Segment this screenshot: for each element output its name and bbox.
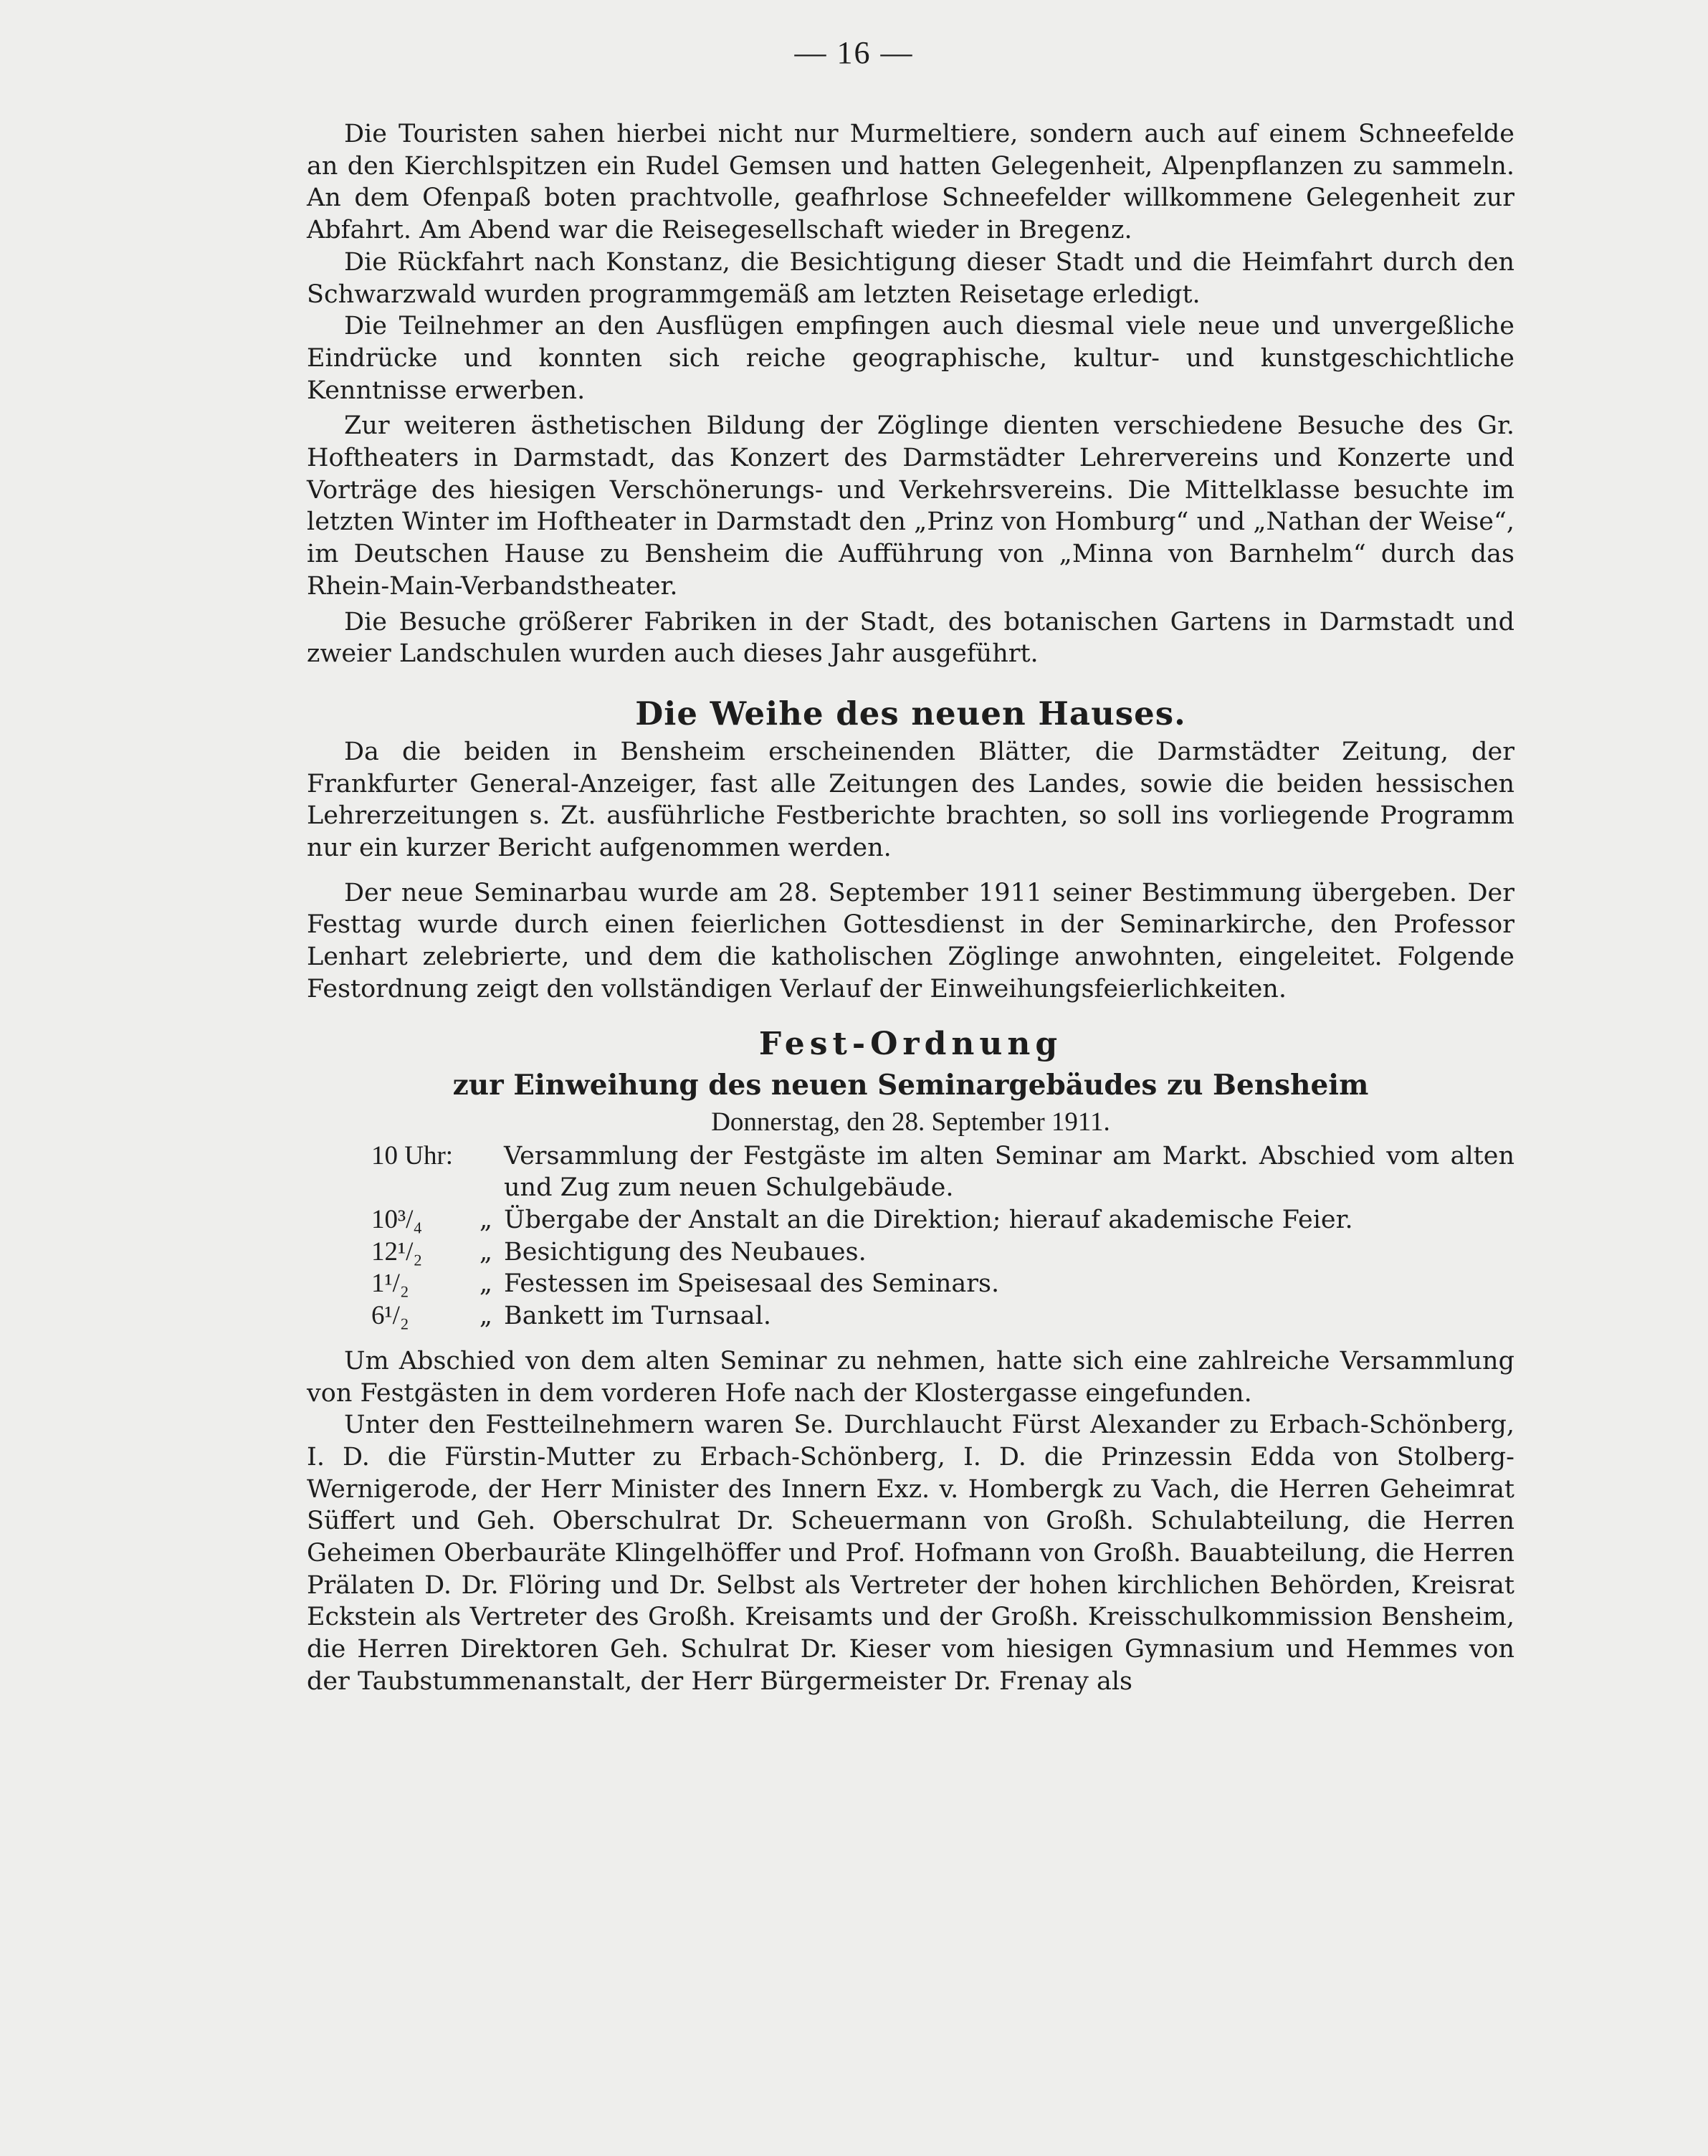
schedule-row [371, 1140, 1514, 1204]
paragraph-farewell: Um Abschied von dem alten Seminar zu nehmen, hatte sich eine zahlreiche Versammlung von Festgästen in dem vorderen Hofe nach der Klostergasse eingefunden. [307, 1346, 1514, 1408]
paragraph-return-trip: Die Rückfahrt nach Konstanz, die Besichtigung dieser Stadt und die Heimfahrt durch den Schwarzwald wurden programmgemäß am letzten Reisetage erledigt. [307, 247, 1514, 309]
ditto-mark [468, 1140, 504, 1204]
page-number: — 16 — [794, 35, 914, 70]
schedule-desc: Versammlung der Festgäste im alten Seminar am Markt. Abschied vom alten und Zug zum neuen Schulgebäude. [504, 1141, 1514, 1203]
section-heading: Die Weihe des neuen Hauses. [635, 694, 1186, 733]
paragraph-inauguration: Der neue Seminarbau wurde am 28. September 1911 seiner Bestimmung übergeben. Der Festtag wurde durch einen feierlichen Gottesdienst in der Seminarkirche, den Professor Lenhart zelebrierte, und dem die katholischen Zöglinge anwohnten, eingeleitet. Folgende Festordnung zeigt den vollständigen Verlauf der Einweihungsfeierlichkeiten. [307, 878, 1514, 1003]
schedule-time: 10 Uhr: [371, 1140, 454, 1170]
schedule-desc: Besichtigung des Neubaues. [504, 1237, 867, 1267]
paragraph-aesthetic-education: Zur weiteren ästhetischen Bildung der Zöglinge dienten verschiedene Besuche des Gr. Hoftheaters in Darmstadt, das Konzert des Darmstädter Lehrervereins und Konzerte und Vorträge des hiesigen Verschönerungs- und Verkehrsvereins. Die Mittelklasse besuchte im letzten Winter im Hoftheater in Darmstadt den „Prinz von Homburg“ und „Nathan der Weise“, im Deutschen Hause zu Bensheim die Aufführung von „Minna von Barnhelm“ durch das Rhein-Main-Verbandstheater. [307, 411, 1514, 601]
festival-date: Donnerstag, den 28. September 1911. [711, 1107, 1110, 1137]
ditto-mark: „ [479, 1237, 493, 1267]
paragraph-tourists: Die Touristen sahen hierbei nicht nur Murmeltiere, sondern auch auf einem Schneefelde an den Kierchlspitzen ein Rudel Gemsen und hatten Gelegenheit, Alpenpflanzen zu sammeln. An dem Ofenpaß boten prachtvolle, geafhrlose Schneefelder willkommene Gelegenheit zur Abfahrt. Am Abend war die Reisegesellschaft wieder in Bregenz. [307, 120, 1514, 245]
paragraph-impressions: Die Teilnehmer an den Ausflügen empfingen auch diesmal viele neue und unvergeßliche Eindrücke und konnten sich reiche geographische, kultur- und kunstgeschichtliche Kenntnisse erwerben. [307, 312, 1514, 405]
paragraph-factory-visits: Die Besuche größerer Fabriken in der Stadt, des botanischen Gartens in Darmstadt und zweier Landschulen wurden auch dieses Jahr ausgeführt. [307, 607, 1514, 669]
schedule-row [371, 1204, 1514, 1236]
ditto-mark: „ [479, 1269, 493, 1299]
paragraph-guests: Unter den Festteilnehmern waren Se. Durchlaucht Fürst Alexander zu Erbach-Schönberg, I. D. die Fürstin-Mutter zu Erbach-Schönberg, I. D. die Prinzessin Edda von Stolberg-Wernigerode, der Herr Minister des Innern Exz. v. Hombergk zu Vach, die Herren Geheimrat Süffert und Geh. Oberschulrat Dr. Scheuermann von Großh. Schulabteilung, die Herren Geheimen Oberbauräte Klingelhöffer und Prof. Hofmann von Großh. Bauabteilung, die Herren Prälaten D. Dr. Flöring und Dr. Selbst als Vertreter der hohen kirchlichen Behörden, Kreisrat Eckstein als Vertreter des Großh. Kreisamts und der Großh. Kreisschulkommission Bensheim, die Herren Direktoren Geh. Schulrat Dr. Kieser vom hiesigen Gymnasium und Hemmes von der Taubstummenanstalt, der Herr Bürgermeister Dr. Frenay als [307, 1411, 1514, 1696]
schedule-desc: Festessen im Speisesaal des Seminars. [504, 1269, 1000, 1299]
schedule-time: 1¹/₂ [371, 1269, 409, 1299]
schedule-desc: Bankett im Turnsaal. [504, 1302, 771, 1331]
festival-order-subheading: zur Einweihung des neuen Seminargebäudes zu Bensheim [452, 1068, 1369, 1102]
paragraph-newspapers: Da die beiden in Bensheim erscheinenden Blätter, die Darmstädter Zeitung, der Frankfurter General-Anzeiger, fast alle Zeitungen des Landes, sowie die beiden hessischen Lehrerzeitungen s. Zt. ausführliche Festberichte brachten, so soll ins vorliegende Programm nur ein kurzer Bericht aufgenommen werden. [307, 737, 1514, 863]
schedule-time: 12¹/₂ [371, 1236, 423, 1267]
schedule-list [371, 1140, 1514, 1332]
schedule-row [371, 1236, 1514, 1269]
schedule-row [371, 1268, 1514, 1300]
ditto-mark: „ [479, 1205, 493, 1234]
festival-order-heading: Fest-Ordnung [758, 1025, 1063, 1062]
schedule-time: 10³/₄ [371, 1204, 423, 1234]
page-body [307, 118, 1514, 1698]
ditto-mark: „ [479, 1302, 493, 1331]
schedule-time: 6¹/₂ [371, 1301, 409, 1331]
schedule-row [371, 1300, 1514, 1332]
schedule-desc: Übergabe der Anstalt an die Direktion; hierauf akademische Feier. [504, 1205, 1353, 1234]
